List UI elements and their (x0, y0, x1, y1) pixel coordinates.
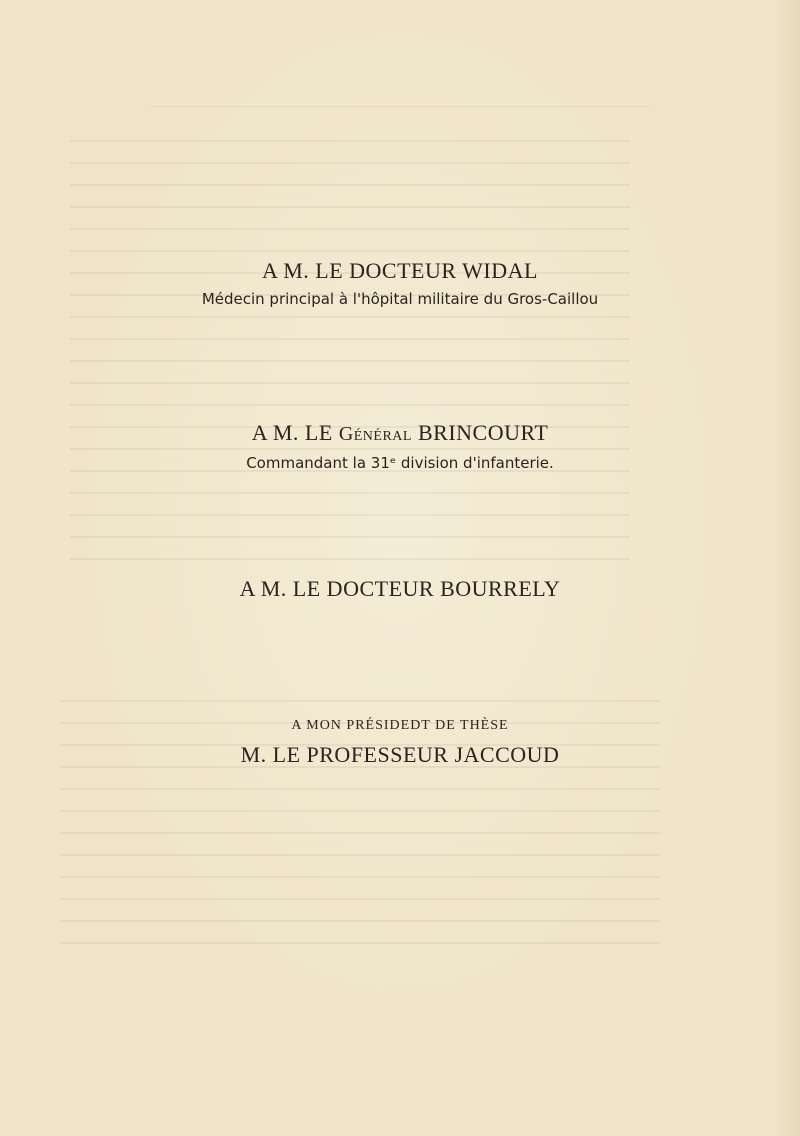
dedicatee-name: A M. LE DOCTEUR WIDAL (262, 258, 538, 283)
dedicatee-name: A M. LE DOCTEUR BOURRELY (239, 576, 561, 601)
dedicatee-role: Médecin principal à l'hôpital militaire du Gros-Caillou (201, 290, 599, 308)
dedicatee-name-part: BRINCOURT (411, 420, 549, 445)
dedication-heading: A MON PRÉSIDEDT DE THÈSE (291, 718, 509, 733)
dedication-bourrely (0, 576, 800, 602)
dedicatee-name-part: A M. LE (251, 420, 339, 445)
dedicatee-name: M. LE PROFESSEUR JACCOUD (240, 742, 560, 767)
dedication-jaccoud (0, 718, 800, 768)
dedicatee-name (0, 420, 800, 446)
dedication-widal (0, 258, 800, 308)
dedication-brincourt (0, 420, 800, 472)
dedicatee-role: Commandant la 31ᵉ division d'infanterie. (246, 454, 554, 472)
dedicatee-rank: Général (338, 423, 412, 445)
